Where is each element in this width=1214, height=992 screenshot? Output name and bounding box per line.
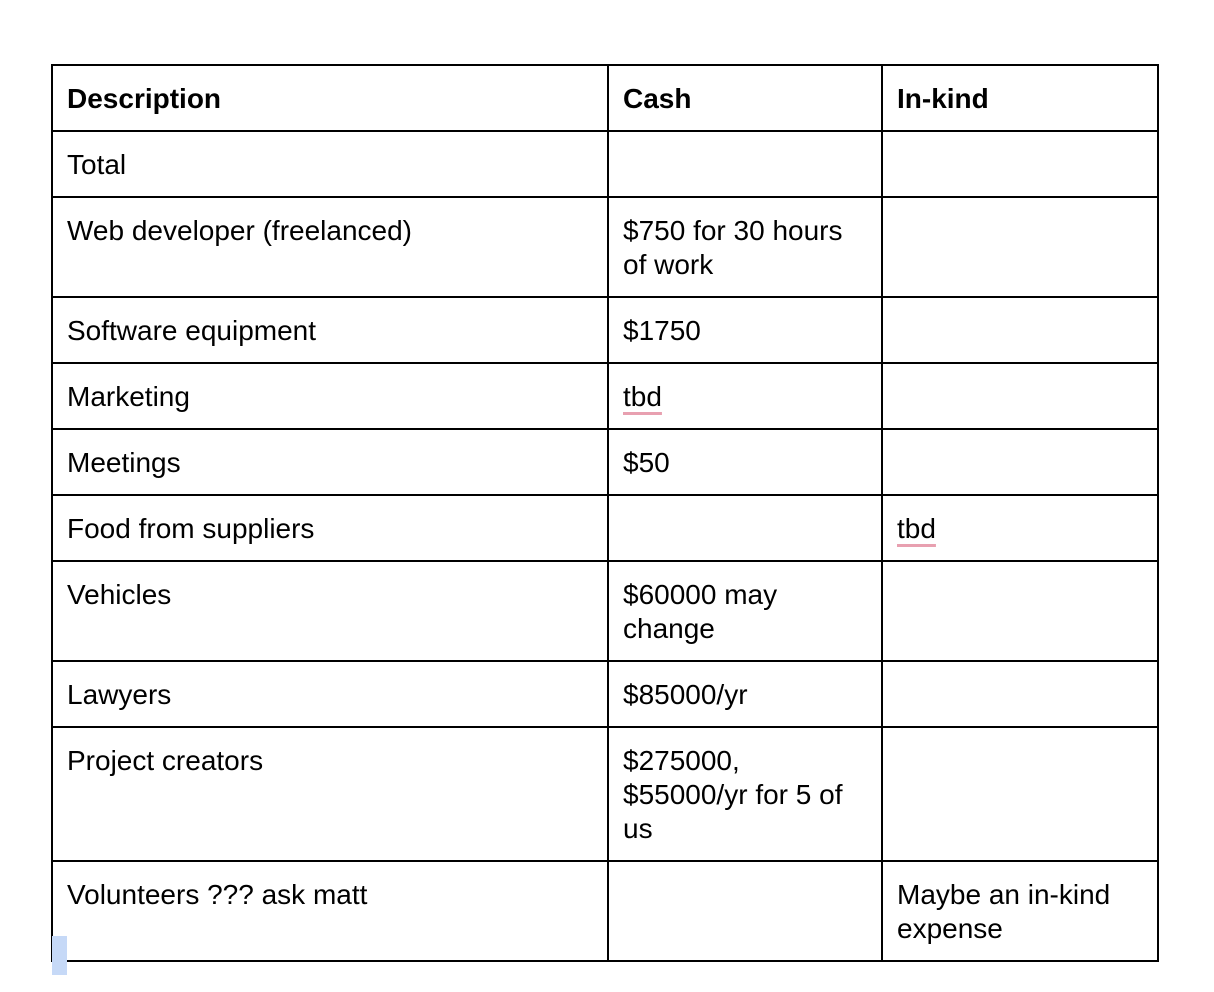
table-row xyxy=(52,429,1158,495)
cell-cash[interactable] xyxy=(608,495,882,561)
cell-description[interactable]: Food from suppliers xyxy=(52,495,608,561)
cell-cash[interactable]: $50 xyxy=(608,429,882,495)
table-row xyxy=(52,495,1158,561)
table-row xyxy=(52,363,1158,429)
table-row xyxy=(52,861,1158,961)
cell-cash[interactable]: $1750 xyxy=(608,297,882,363)
cell-cash[interactable]: $60000 may change xyxy=(608,561,882,661)
table-row xyxy=(52,197,1158,297)
header-description[interactable]: Description xyxy=(52,65,608,131)
table-row xyxy=(52,131,1158,197)
cell-in-kind[interactable]: Maybe an in-kind expense xyxy=(882,861,1158,961)
spellcheck-flagged-text[interactable]: tbd xyxy=(897,513,936,544)
cell-in-kind[interactable] xyxy=(882,429,1158,495)
cell-cash[interactable] xyxy=(608,363,882,429)
table-row xyxy=(52,727,1158,861)
cell-description[interactable]: Software equipment xyxy=(52,297,608,363)
cell-description[interactable]: Volunteers ??? ask matt xyxy=(52,861,608,961)
cell-in-kind[interactable] xyxy=(882,297,1158,363)
cell-cash[interactable]: $85000/yr xyxy=(608,661,882,727)
header-in-kind[interactable]: In-kind xyxy=(882,65,1158,131)
spellcheck-flagged-text[interactable]: tbd xyxy=(623,381,662,412)
budget-table xyxy=(51,64,1159,962)
cell-in-kind[interactable] xyxy=(882,727,1158,861)
cell-description[interactable]: Project creators xyxy=(52,727,608,861)
table-row xyxy=(52,661,1158,727)
cell-description[interactable]: Meetings xyxy=(52,429,608,495)
cell-in-kind[interactable] xyxy=(882,661,1158,727)
cell-description[interactable]: Lawyers xyxy=(52,661,608,727)
cell-in-kind[interactable] xyxy=(882,363,1158,429)
table-row xyxy=(52,297,1158,363)
text-cursor-highlight xyxy=(52,936,67,975)
cell-description[interactable]: Total xyxy=(52,131,608,197)
cell-description[interactable]: Web developer (freelanced) xyxy=(52,197,608,297)
cell-description[interactable]: Marketing xyxy=(52,363,608,429)
cell-cash[interactable] xyxy=(608,861,882,961)
table-header-row xyxy=(52,65,1158,131)
cell-in-kind[interactable] xyxy=(882,197,1158,297)
cell-in-kind[interactable] xyxy=(882,561,1158,661)
table-row xyxy=(52,561,1158,661)
header-cash[interactable]: Cash xyxy=(608,65,882,131)
cell-in-kind[interactable] xyxy=(882,131,1158,197)
cell-cash[interactable]: $275000, $55000/yr for 5 of us xyxy=(608,727,882,861)
cell-description[interactable]: Vehicles xyxy=(52,561,608,661)
cell-in-kind[interactable] xyxy=(882,495,1158,561)
cell-cash[interactable]: $750 for 30 hours of work xyxy=(608,197,882,297)
cell-cash[interactable] xyxy=(608,131,882,197)
